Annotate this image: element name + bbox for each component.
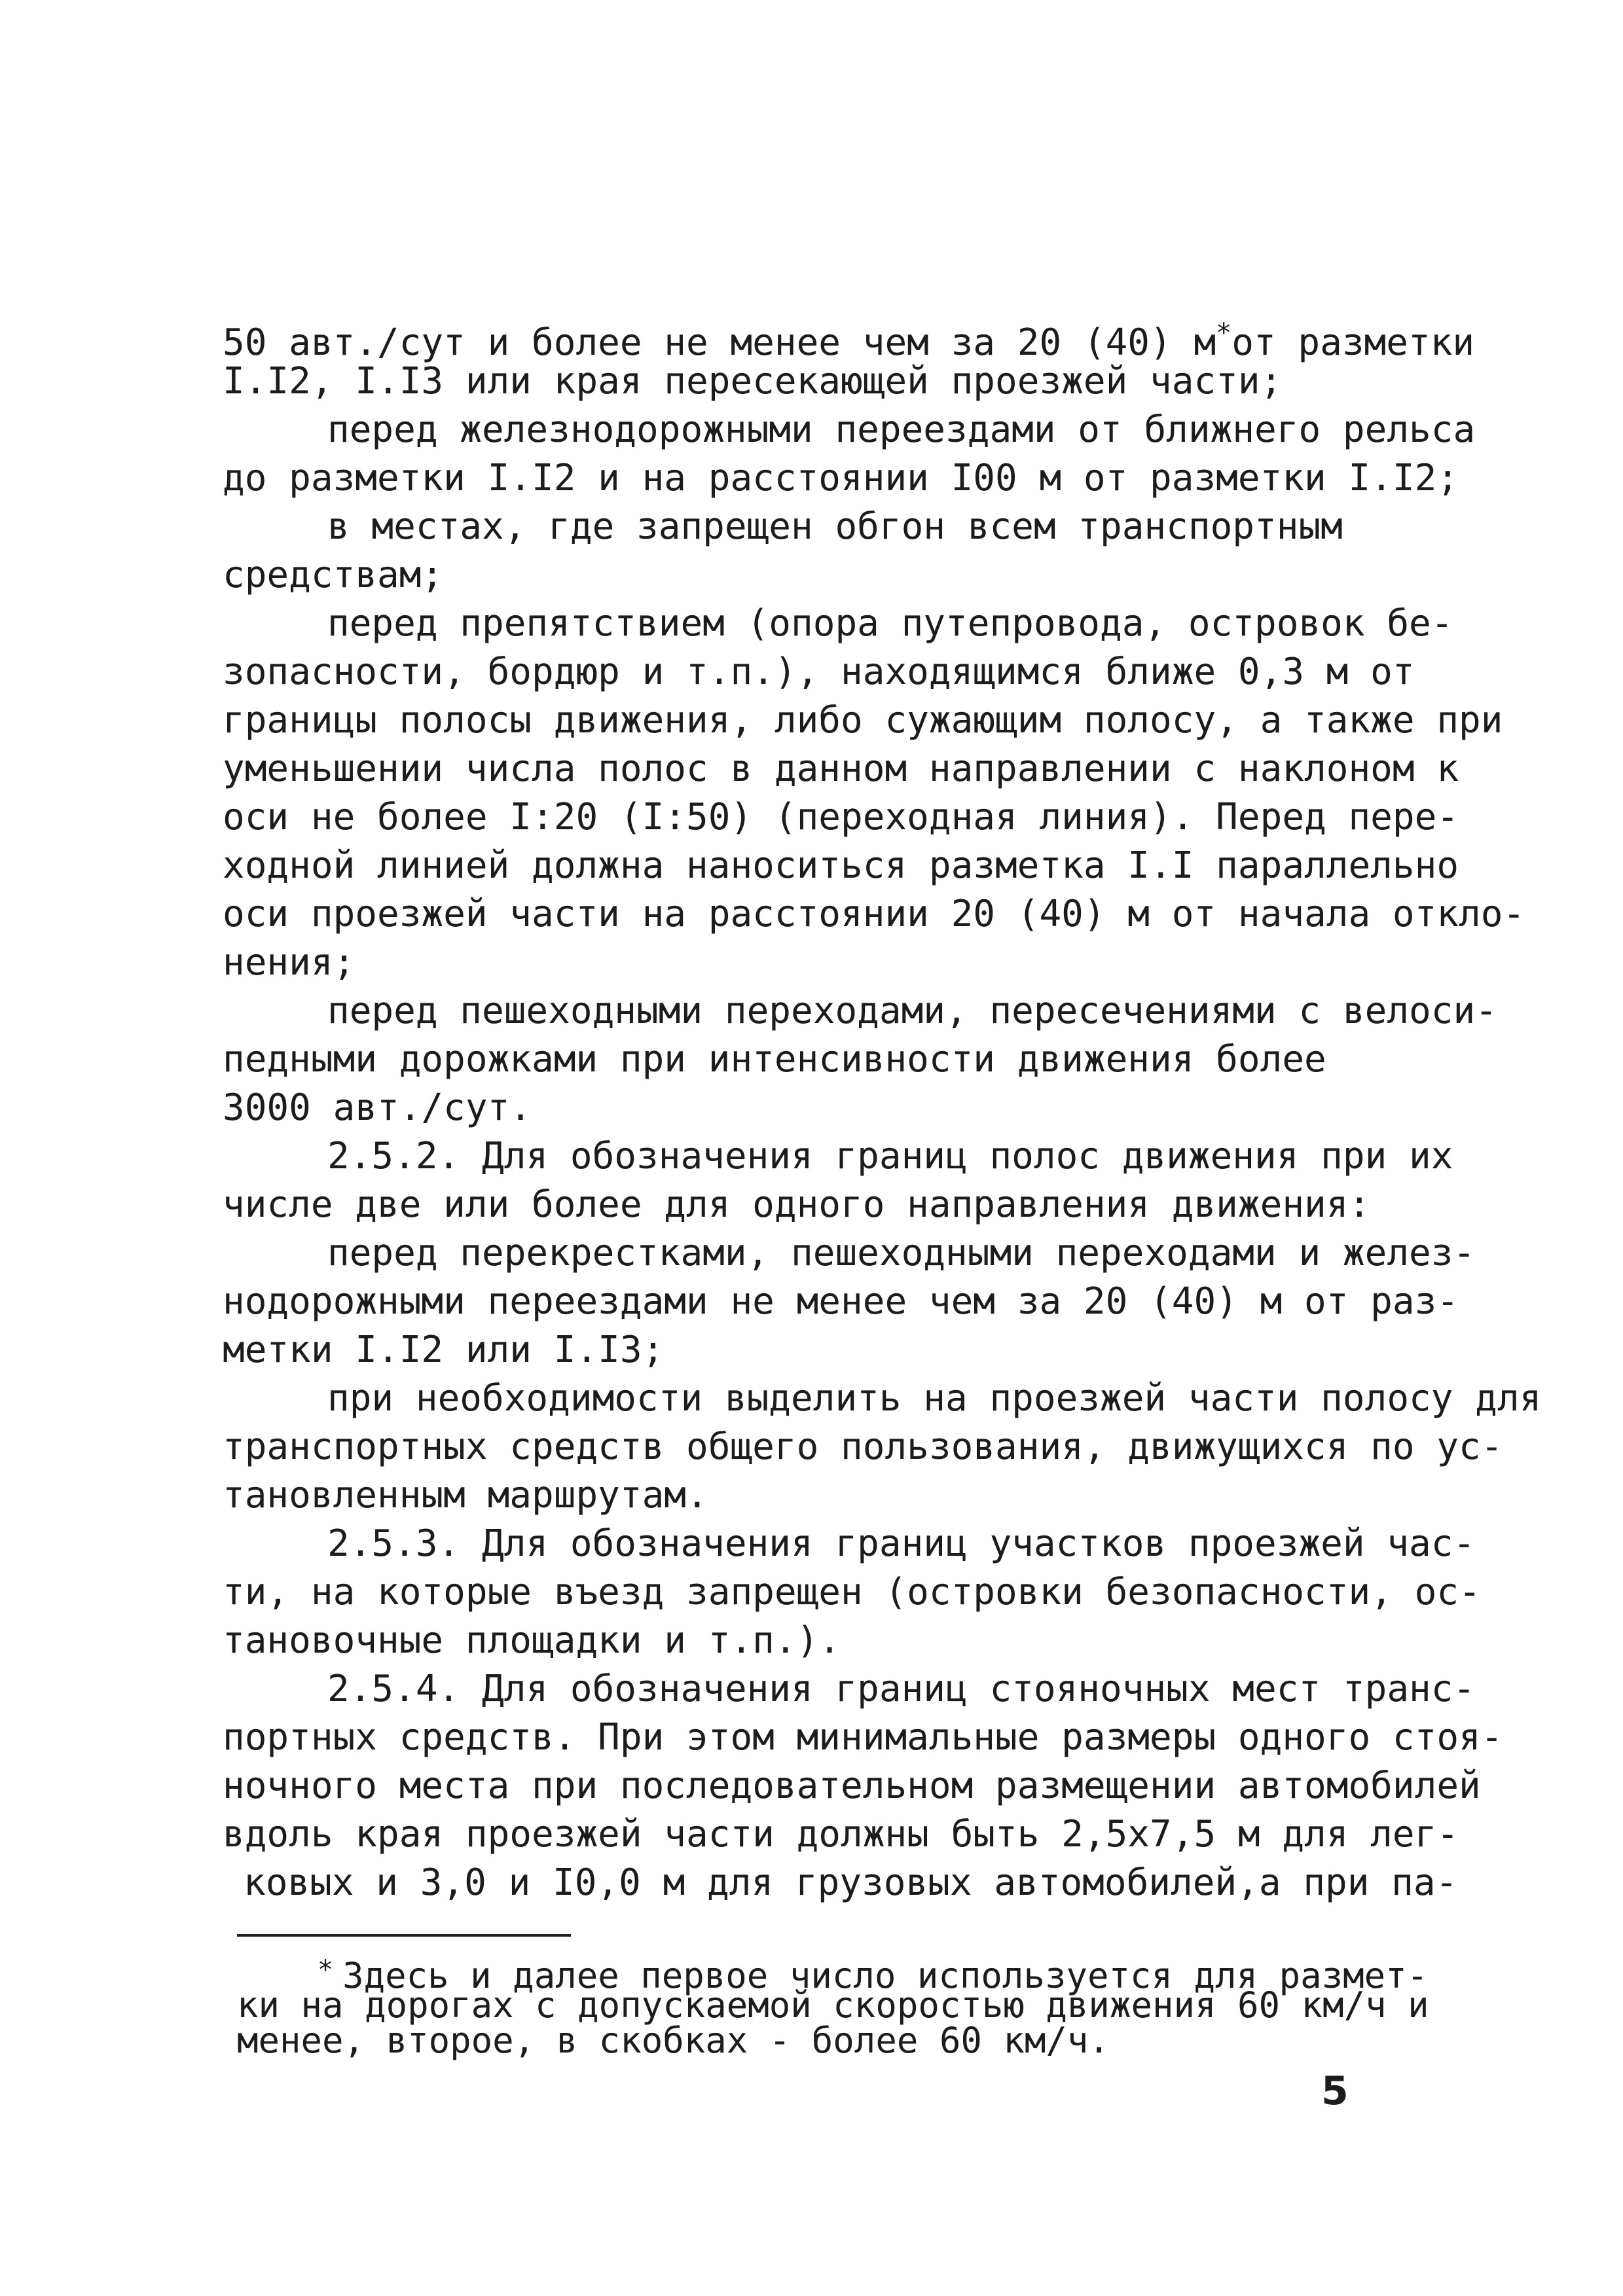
footnote-line-3: менее, второе, в скобках - более 60 км/ч. (237, 2020, 1110, 2061)
body-line-10: уменьшении числа полос в данном направлении с наклоном к (223, 747, 1459, 790)
footnote-line-1: * Здесь и далее первое число используется для размет- (318, 1955, 1429, 1996)
body-line-15: перед пешеходными переходами, пересечениями с велоси- (327, 990, 1497, 1032)
footnote-divider (237, 1934, 571, 1937)
body-line-13: оси проезжей части на расстоянии 20 (40) м от начала откло- (223, 893, 1525, 935)
footnote-ref: * (1216, 318, 1232, 348)
body-line-28: тановочные площадки и т.п.). (223, 1619, 841, 1662)
body-line-9: границы полосы движения, либо сужающим полосу, а также при (223, 699, 1503, 742)
body-line-14: нения; (223, 941, 356, 984)
body-line-12: ходной линией должна наноситься разметка I.I параллельно (223, 844, 1459, 887)
body-line-5: в местах, где запрещен обгон всем транспортным (327, 505, 1343, 548)
body-line-31: ночного места при последовательном размещении автомобилей (223, 1765, 1481, 1807)
footnote-line-2: ки на дорогах с допускаемой скоростью движения 60 км/ч и (237, 1984, 1429, 2026)
body-line-18: 2.5.2. Для обозначения границ полос движения при их (327, 1135, 1453, 1177)
body-line-32: вдоль края проезжей части должны быть 2,5х7,5 м для лег- (223, 1813, 1459, 1856)
footnote-marker: * (318, 1955, 334, 1985)
body-line-33: ковых и 3,0 и I0,0 м для грузовых автомобилей,а при па- (244, 1861, 1458, 1904)
body-line-4: до разметки I.I2 и на расстоянии I00 м от разметки I.I2; (223, 457, 1459, 499)
body-line-23: при необходимости выделить на проезжей части полосу для (327, 1377, 1542, 1420)
body-line-3: перед железнодорожными переездами от ближнего рельса (327, 408, 1476, 451)
body-line-6: средствам; (223, 554, 444, 596)
body-line-7: перед препятствием (опора путепровода, островок бе- (327, 602, 1453, 645)
body-line-17: 3000 авт./сут. (223, 1086, 532, 1129)
body-line-26: 2.5.3. Для обозначения границ участков проезжей час- (327, 1522, 1476, 1565)
body-line-2: I.I2, I.I3 или края пересекающей проезжей части; (223, 360, 1283, 403)
body-line-19: числе две или более для одного направления движения: (223, 1183, 1371, 1226)
body-line-22: метки I.I2 или I.I3; (223, 1329, 665, 1371)
body-line-27: ти, на которые въезд запрещен (островки безопасности, ос- (223, 1571, 1481, 1613)
body-line-29: 2.5.4. Для обозначения границ стояночных мест транс- (327, 1668, 1476, 1710)
body-line-25: тановленным маршрутам. (223, 1474, 708, 1516)
body-line-8: зопасности, бордюр и т.п.), находящимся ближе 0,3 м от (223, 651, 1415, 693)
page-number: 5 (1321, 2068, 1349, 2114)
body-line-16: педными дорожками при интенсивности движения более (223, 1038, 1326, 1081)
body-line-20: перед перекрестками, пешеходными переходами и желез- (327, 1232, 1476, 1274)
body-line-11: оси не более I:20 (I:50) (переходная линия). Перед пере- (223, 796, 1459, 838)
body-line-30: портных средств. При этом минимальные размеры одного стоя- (223, 1716, 1503, 1759)
body-line-21: нодорожными переездами не менее чем за 20 (40) м от раз- (223, 1280, 1459, 1323)
body-line-24: транспортных средств общего пользования, движущихся по ус- (223, 1426, 1503, 1468)
body-line-1: 50 авт./сут и более не менее чем за 20 (40) м*от разметки (223, 318, 1475, 364)
